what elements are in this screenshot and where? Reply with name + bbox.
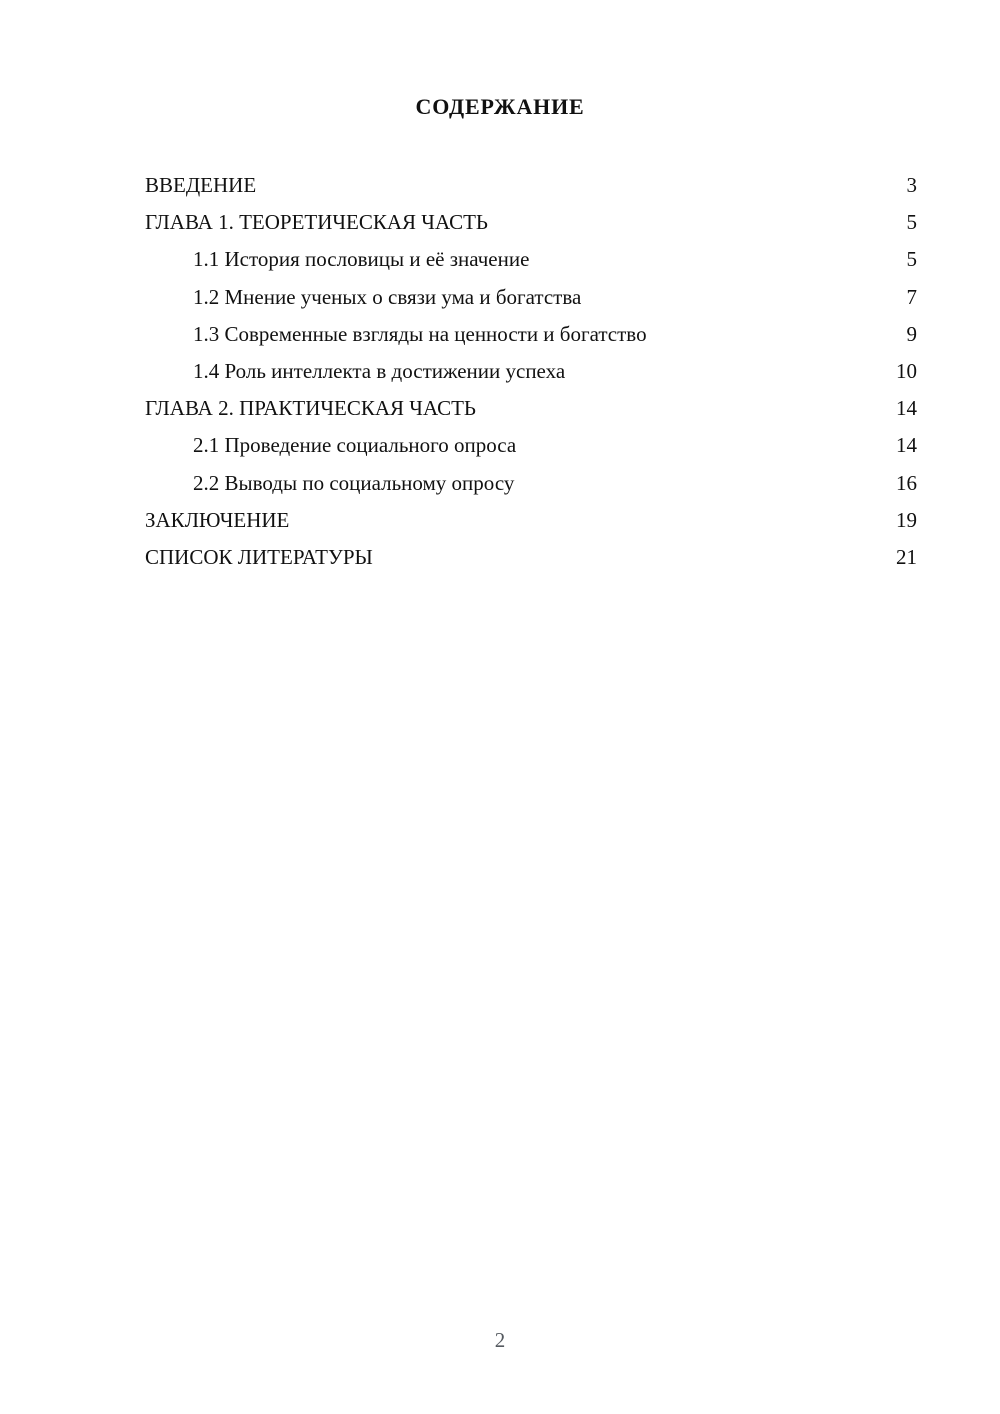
- toc-entry-label: 2.1 Проведение социального опроса: [193, 433, 517, 458]
- toc-entry: [145, 241, 917, 278]
- toc-entry-page-number: 5: [906, 210, 917, 235]
- toc-entry-label: 1.2 Мнение ученых о связи ума и богатства: [193, 284, 582, 309]
- toc-entry: [145, 502, 917, 539]
- toc-entry: [145, 316, 917, 353]
- toc-entry-page-number: 9: [906, 321, 917, 346]
- toc-entry: [145, 390, 917, 427]
- toc-entry-page-number: 7: [906, 284, 917, 309]
- toc-entry-label: СПИСОК ЛИТЕРАТУРЫ: [145, 544, 373, 569]
- toc-entry-page-number: 19: [896, 507, 917, 532]
- page-title: СОДЕРЖАНИЕ: [415, 94, 585, 119]
- toc-entry: [145, 279, 917, 316]
- toc-entry-label: ВВЕДЕНИЕ: [145, 173, 257, 197]
- toc-entry: [145, 539, 917, 576]
- toc-entry-label: 1.1 История пословицы и её значение: [193, 247, 530, 272]
- toc-entry-label: 1.3 Современные взгляды на ценности и богатство: [193, 321, 647, 346]
- toc-entry-label: ГЛАВА 1. ТЕОРЕТИЧЕСКАЯ ЧАСТЬ: [145, 210, 488, 235]
- toc-entry: [145, 353, 917, 390]
- toc-entry-page-number: 5: [906, 247, 917, 272]
- toc-entry: [145, 465, 917, 502]
- toc-entry-page-number: 21: [896, 544, 917, 569]
- page-number-footer: 2: [494, 1328, 506, 1352]
- toc-entry: [145, 204, 917, 241]
- toc-entry-label: ГЛАВА 2. ПРАКТИЧЕСКАЯ ЧАСТЬ: [145, 396, 476, 421]
- toc-entry-label: 1.4 Роль интеллекта в достижении успеха: [193, 358, 566, 383]
- toc-entry-page-number: 16: [896, 470, 917, 495]
- toc-entry-label: ЗАКЛЮЧЕНИЕ: [145, 507, 290, 532]
- toc-entry: [145, 167, 917, 204]
- toc-entry-page-number: 14: [896, 433, 917, 458]
- toc-list: [145, 167, 917, 576]
- toc-entry-page-number: 3: [906, 173, 917, 197]
- toc-entry: [145, 427, 917, 464]
- toc-entry-page-number: 10: [896, 358, 917, 383]
- toc-entry-page-number: 14: [896, 396, 917, 421]
- toc-entry-label: 2.2 Выводы по социальному опросу: [193, 470, 515, 495]
